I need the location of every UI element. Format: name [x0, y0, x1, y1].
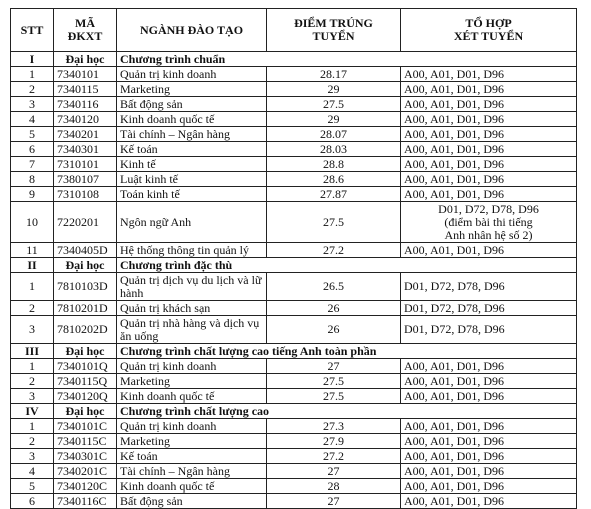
row-major-text: Bất động sản	[120, 96, 183, 111]
row-combination	[401, 301, 577, 316]
row-code-text: 7340120Q	[57, 388, 108, 403]
row-major-text: Quản trị kinh doanh	[120, 418, 217, 433]
row-code-text: 7340115	[57, 81, 99, 96]
row-code	[54, 142, 117, 157]
row-stt	[11, 359, 54, 374]
row-major	[117, 359, 267, 374]
row-stt-text: 1	[29, 358, 35, 373]
row-major-text: Kinh tế	[120, 156, 156, 171]
row-code	[54, 374, 117, 389]
section-numeral: I	[11, 52, 54, 67]
row-stt	[11, 67, 54, 82]
row-combination	[401, 419, 577, 434]
row-stt	[11, 142, 54, 157]
row-code-text: 7380107	[57, 171, 99, 186]
row-combination-text: A00, A01, D01, D96	[404, 493, 505, 508]
row-stt-text: 1	[29, 66, 35, 81]
row-combination-text: A00, A01, D01, D96	[404, 156, 505, 171]
row-stt	[11, 434, 54, 449]
table-row	[11, 419, 577, 434]
row-combination	[401, 464, 577, 479]
row-combination-text: A00, A01, D01, D96	[404, 418, 505, 433]
row-combination	[401, 374, 577, 389]
section-level: Đại học	[54, 344, 117, 359]
row-score	[267, 359, 401, 374]
section-level: Đại học	[54, 404, 117, 419]
row-combination-text: A00, A01, D01, D96	[404, 66, 505, 81]
header-code: MÃ ĐKXT	[54, 9, 117, 52]
row-stt	[11, 389, 54, 404]
table-row	[11, 67, 577, 82]
row-combination	[401, 97, 577, 112]
row-major	[117, 157, 267, 172]
row-combination-text: D01, D72, D78, D96	[404, 322, 505, 336]
row-combination	[401, 359, 577, 374]
row-code-text: 7340101	[57, 66, 99, 81]
row-code-text: 7810103D	[57, 279, 108, 293]
row-code-text: 7340116C	[57, 493, 107, 508]
row-major-text: Marketing	[120, 373, 170, 388]
row-code-text: 7810201D	[57, 300, 108, 315]
table-row	[11, 389, 577, 404]
table-row	[11, 449, 577, 464]
row-code	[54, 172, 117, 187]
row-combination-text: A00, A01, D01, D96	[404, 433, 505, 448]
table-row	[11, 97, 577, 112]
section-level: Đại học	[54, 258, 117, 273]
row-score-text: 27.5	[323, 214, 344, 229]
row-major	[117, 434, 267, 449]
row-major	[117, 202, 267, 243]
row-stt-text: 2	[29, 300, 35, 315]
row-stt-text: 1	[29, 279, 35, 293]
row-combination-text: D01, D72, D78, D96	[404, 300, 505, 315]
table-row	[11, 142, 577, 157]
row-combination	[401, 112, 577, 127]
row-code-text: 7340120C	[57, 478, 108, 493]
row-combination	[401, 67, 577, 82]
row-combination	[401, 187, 577, 202]
row-combination	[401, 434, 577, 449]
row-stt	[11, 301, 54, 316]
table-row	[11, 112, 577, 127]
row-stt	[11, 273, 54, 301]
table-body	[11, 52, 577, 509]
row-major-text: Quản trị kinh doanh	[120, 66, 217, 81]
row-score-text: 28.03	[320, 141, 347, 156]
section-numeral: IV	[11, 404, 54, 419]
row-major-text: Hệ thống thông tin quản lý	[120, 242, 249, 257]
header-combination: TỔ HỢP XÉT TUYỂN	[401, 9, 577, 52]
row-code	[54, 202, 117, 243]
row-combination-text: A00, A01, D01, D96	[404, 388, 505, 403]
row-major-text: Ngôn ngữ Anh	[120, 214, 192, 229]
row-code	[54, 127, 117, 142]
row-combination-text: A00, A01, D01, D96	[404, 463, 505, 478]
row-stt-text: 5	[29, 478, 35, 493]
row-code-text: 7340201	[57, 126, 99, 141]
row-stt-text: 6	[29, 141, 35, 156]
row-major	[117, 97, 267, 112]
row-major	[117, 82, 267, 97]
table-row	[11, 127, 577, 142]
row-code-text: 7340116	[57, 96, 99, 111]
row-code-text: 7340301C	[57, 448, 108, 463]
row-combination	[401, 157, 577, 172]
row-stt-text: 2	[29, 81, 35, 96]
row-code	[54, 464, 117, 479]
row-combination	[401, 316, 577, 344]
row-major-text: Toán kinh tế	[120, 186, 180, 201]
row-code-text: 7340405D	[57, 242, 108, 257]
section-level: Đại học	[54, 52, 117, 67]
row-score-text: 27	[327, 463, 340, 478]
table-row	[11, 434, 577, 449]
row-combination	[401, 273, 577, 301]
row-stt-text: 11	[26, 242, 38, 257]
row-stt-text: 10	[26, 214, 38, 229]
row-major	[117, 374, 267, 389]
row-stt	[11, 419, 54, 434]
row-code	[54, 359, 117, 374]
row-score-text: 28.07	[320, 126, 347, 141]
row-stt-text: 3	[29, 96, 35, 111]
row-combination	[401, 142, 577, 157]
row-major	[117, 449, 267, 464]
admission-score-table	[10, 8, 577, 509]
row-major-text: Quản trị kinh doanh	[120, 358, 217, 373]
row-score	[267, 301, 401, 316]
row-major	[117, 172, 267, 187]
row-combination	[401, 172, 577, 187]
row-score-text: 28.17	[320, 66, 347, 81]
row-score	[267, 389, 401, 404]
row-combination-text: A00, A01, D01, D96	[404, 81, 505, 96]
row-score	[267, 273, 401, 301]
row-stt	[11, 97, 54, 112]
header-stt: STT	[11, 9, 54, 52]
row-major-text: Tài chính – Ngân hàng	[120, 463, 230, 478]
section-row	[11, 344, 577, 359]
row-score-text: 29	[327, 81, 340, 96]
row-code	[54, 449, 117, 464]
row-score-text: 27	[327, 493, 340, 508]
table-row	[11, 374, 577, 389]
row-code	[54, 494, 117, 509]
table-row	[11, 243, 577, 258]
row-code	[54, 112, 117, 127]
row-code	[54, 434, 117, 449]
section-row	[11, 258, 577, 273]
row-code-text: 7340115C	[57, 433, 107, 448]
row-code	[54, 97, 117, 112]
table-row	[11, 464, 577, 479]
row-score	[267, 464, 401, 479]
row-code-text: 7340101Q	[57, 358, 108, 373]
section-program: Chương trình chất lượng cao tiếng Anh toàn phần	[117, 344, 577, 359]
row-code	[54, 157, 117, 172]
row-score-text: 28.6	[323, 171, 344, 186]
row-combination-text: A00, A01, D01, D96	[404, 111, 505, 126]
header-score: ĐIỂM TRÚNG TUYỂN	[267, 9, 401, 52]
row-major-text: Kinh doanh quốc tế	[120, 388, 215, 403]
row-stt-text: 4	[29, 111, 35, 126]
row-score-text: 28	[327, 478, 340, 493]
row-major	[117, 494, 267, 509]
row-score	[267, 419, 401, 434]
row-major	[117, 243, 267, 258]
row-code	[54, 316, 117, 344]
row-stt-text: 2	[29, 433, 35, 448]
row-major	[117, 67, 267, 82]
row-score-text: 26	[327, 322, 340, 336]
row-major-text: Luật kinh tế	[120, 171, 178, 186]
row-stt-text: 1	[29, 418, 35, 433]
row-major-text: Quản trị dịch vụ du lịch và lữ hành	[120, 272, 262, 300]
row-combination-text: A00, A01, D01, D96	[404, 96, 505, 111]
row-code-text: 7220201	[57, 214, 99, 229]
row-score-text: 27.87	[320, 186, 347, 201]
row-code	[54, 67, 117, 82]
row-combination-text: A00, A01, D01, D96	[404, 126, 505, 141]
row-code	[54, 82, 117, 97]
row-combination	[401, 82, 577, 97]
row-combination-text: D01, D72, D78, D96	[404, 279, 505, 293]
row-major	[117, 273, 267, 301]
row-combination-text: A00, A01, D01, D96	[404, 373, 505, 388]
table-row	[11, 301, 577, 316]
row-combination-text: A00, A01, D01, D96	[404, 171, 505, 186]
row-score-text: 27.2	[323, 242, 344, 257]
row-score-text: 29	[327, 111, 340, 126]
row-stt	[11, 112, 54, 127]
row-major-text: Tài chính – Ngân hàng	[120, 126, 230, 141]
row-score	[267, 434, 401, 449]
row-score	[267, 202, 401, 243]
row-combination-text: A00, A01, D01, D96	[404, 141, 505, 156]
row-code	[54, 301, 117, 316]
row-major-text: Kế toán	[120, 141, 158, 156]
row-score-text: 27.5	[323, 96, 344, 111]
row-major	[117, 142, 267, 157]
row-combination	[401, 127, 577, 142]
row-stt	[11, 464, 54, 479]
row-score-text: 26	[327, 300, 340, 315]
row-code-text: 7340301	[57, 141, 99, 156]
table-row	[11, 187, 577, 202]
row-major-text: Kinh doanh quốc tế	[120, 478, 215, 493]
row-major-text: Marketing	[120, 433, 170, 448]
row-stt-text: 6	[29, 493, 35, 508]
row-major-text: Quản trị nhà hàng và dịch vụ ăn uống	[120, 315, 260, 343]
row-combination	[401, 243, 577, 258]
row-stt-text: 2	[29, 373, 35, 388]
row-combination	[401, 494, 577, 509]
row-code	[54, 273, 117, 301]
table-row	[11, 172, 577, 187]
section-program: Chương trình chất lượng cao	[117, 404, 577, 419]
row-code-text: 7340101C	[57, 418, 108, 433]
row-major	[117, 464, 267, 479]
row-code	[54, 187, 117, 202]
row-stt-text: 3	[29, 448, 35, 463]
row-major-text: Marketing	[120, 81, 170, 96]
table-row	[11, 273, 577, 301]
header-major: NGÀNH ĐÀO TẠO	[117, 9, 267, 52]
row-stt-text: 3	[29, 388, 35, 403]
section-row	[11, 52, 577, 67]
row-code-text: 7310108	[57, 186, 99, 201]
row-major	[117, 127, 267, 142]
row-stt-text: 9	[29, 186, 35, 201]
row-score	[267, 374, 401, 389]
row-major-text: Kinh doanh quốc tế	[120, 111, 215, 126]
row-combination-text: A00, A01, D01, D96	[404, 448, 505, 463]
row-combination-text: A00, A01, D01, D96	[404, 478, 505, 493]
row-major	[117, 389, 267, 404]
row-score-text: 27.5	[323, 373, 344, 388]
row-stt	[11, 157, 54, 172]
row-stt	[11, 127, 54, 142]
row-score-text: 27.9	[323, 433, 344, 448]
row-stt	[11, 374, 54, 389]
row-major	[117, 187, 267, 202]
row-score-text: 26.5	[323, 279, 344, 293]
row-major-text: Quản trị khách sạn	[120, 300, 211, 315]
section-program: Chương trình đặc thù	[117, 258, 577, 273]
row-combination-text: A00, A01, D01, D96	[404, 186, 505, 201]
table-row	[11, 157, 577, 172]
row-score	[267, 449, 401, 464]
row-major	[117, 301, 267, 316]
row-major-text: Kế toán	[120, 448, 158, 463]
row-stt-text: 3	[29, 322, 35, 336]
row-combination	[401, 202, 577, 243]
row-stt	[11, 243, 54, 258]
row-major	[117, 419, 267, 434]
row-stt-text: 4	[29, 463, 35, 478]
row-score-text: 27	[327, 358, 340, 373]
row-stt	[11, 202, 54, 243]
row-score	[267, 82, 401, 97]
row-score	[267, 142, 401, 157]
row-score-text: 27.2	[323, 448, 344, 463]
row-code-text: 7340115Q	[57, 373, 108, 388]
row-score-text: 28.8	[323, 156, 344, 171]
row-code	[54, 243, 117, 258]
row-code-text: 7340201C	[57, 463, 108, 478]
row-combination-text: D01, D72, D78, D96 (điểm bài thi tiếng Anh nhân hệ số 2)	[438, 201, 539, 242]
section-numeral: III	[11, 344, 54, 359]
row-score	[267, 316, 401, 344]
row-combination	[401, 389, 577, 404]
row-stt	[11, 172, 54, 187]
row-score	[267, 97, 401, 112]
row-stt	[11, 316, 54, 344]
row-major	[117, 316, 267, 344]
row-score	[267, 67, 401, 82]
table-row	[11, 202, 577, 243]
row-score	[267, 112, 401, 127]
header-row	[11, 9, 577, 52]
row-combination-text: A00, A01, D01, D96	[404, 242, 505, 257]
row-code-text: 7810202D	[57, 322, 108, 336]
table-row	[11, 359, 577, 374]
row-score	[267, 243, 401, 258]
row-combination	[401, 449, 577, 464]
table-row	[11, 316, 577, 344]
row-score-text: 27.5	[323, 388, 344, 403]
row-code-text: 7310101	[57, 156, 99, 171]
row-score	[267, 494, 401, 509]
row-score	[267, 127, 401, 142]
row-code-text: 7340120	[57, 111, 99, 126]
row-stt-text: 7	[29, 156, 35, 171]
row-score	[267, 157, 401, 172]
section-numeral: II	[11, 258, 54, 273]
row-stt	[11, 187, 54, 202]
row-score	[267, 187, 401, 202]
row-major-text: Bất động sản	[120, 493, 183, 508]
table-row	[11, 82, 577, 97]
row-major	[117, 112, 267, 127]
row-code	[54, 419, 117, 434]
section-program: Chương trình chuẩn	[117, 52, 577, 67]
section-row	[11, 404, 577, 419]
row-stt	[11, 82, 54, 97]
row-stt	[11, 494, 54, 509]
row-code	[54, 389, 117, 404]
table-row	[11, 494, 577, 509]
row-combination-text: A00, A01, D01, D96	[404, 358, 505, 373]
row-score-text: 27.3	[323, 418, 344, 433]
row-stt-text: 8	[29, 171, 35, 186]
row-score	[267, 172, 401, 187]
row-stt-text: 5	[29, 126, 35, 141]
row-stt	[11, 449, 54, 464]
